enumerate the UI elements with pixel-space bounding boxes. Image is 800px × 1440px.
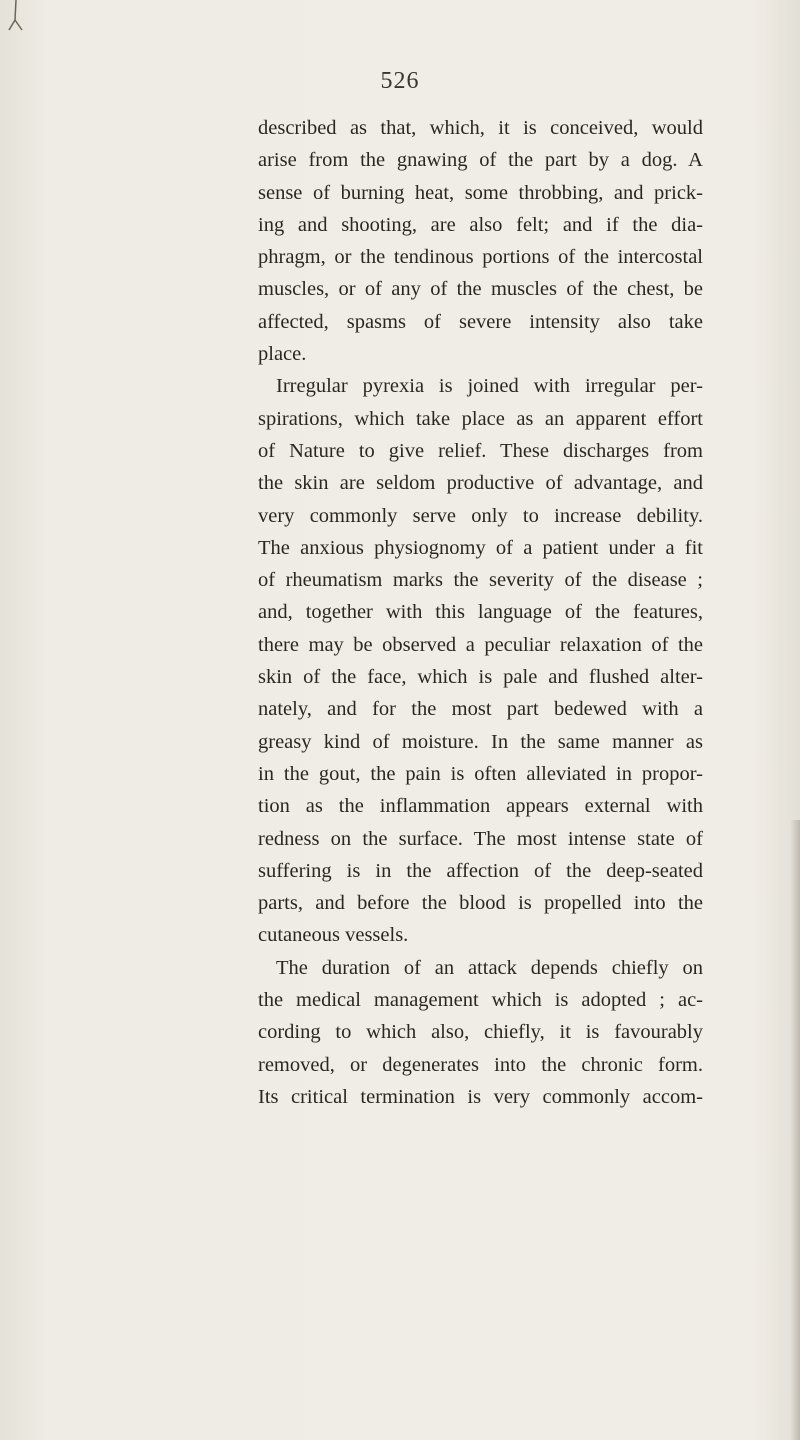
text-line: The duration of an attack depends chiefly on xyxy=(276,956,703,979)
text-line: tion as the inflammation appears external with xyxy=(258,795,703,818)
text-line: muscles, or of any of the muscles of the chest, be xyxy=(258,278,703,301)
text-line: Its critical termination is very commonly accom- xyxy=(258,1085,703,1108)
text-line: spirations, which take place as an apparent effort xyxy=(258,407,703,430)
text-line: and, together with this language of the features, xyxy=(258,601,703,624)
text-line: The anxious physiognomy of a patient under a fit xyxy=(258,536,703,559)
page-edge-shadow xyxy=(790,820,800,1440)
text-line: cording to which also, chiefly, it is favourably xyxy=(258,1021,703,1044)
text-line: phragm, or the tendinous portions of the intercostal xyxy=(258,246,703,269)
text-line: there may be observed a peculiar relaxation of the xyxy=(258,633,703,656)
text-line: parts, and before the blood is propelled into the xyxy=(258,892,703,915)
text-line: Irregular pyrexia is joined with irregular per- xyxy=(276,375,703,398)
margin-pencil-mark xyxy=(4,0,26,44)
text-line: the medical management which is adopted ; ac- xyxy=(258,989,703,1012)
text-line: suffering is in the affection of the deep-seated xyxy=(258,859,703,882)
text-line: very commonly serve only to increase debility. xyxy=(258,504,703,527)
text-line: of rheumatism marks the severity of the disease ; xyxy=(258,569,703,592)
text-line: described as that, which, it is conceived, would xyxy=(258,117,703,139)
text-line: place. xyxy=(258,343,307,366)
text-line: of Nature to give relief. These discharges from xyxy=(258,439,703,462)
body-text xyxy=(258,112,703,1113)
text-line: redness on the surface. The most intense state of xyxy=(258,827,703,850)
text-line: sense of burning heat, some throbbing, and prick- xyxy=(258,181,703,204)
text-line: in the gout, the pain is often alleviated in propor- xyxy=(258,762,703,785)
text-line: removed, or degenerates into the chronic form. xyxy=(258,1053,703,1076)
text-line: the skin are seldom productive of advantage, and xyxy=(258,472,703,495)
text-line: nately, and for the most part bedewed with a xyxy=(258,698,703,721)
text-line: greasy kind of moisture. In the same manner as xyxy=(258,730,703,753)
text-line: affected, spasms of severe intensity also take xyxy=(258,310,703,333)
text-line: cutaneous vessels. xyxy=(258,924,409,947)
text-line: skin of the face, which is pale and flushed alter- xyxy=(258,666,703,689)
text-line: ing and shooting, are also felt; and if the dia- xyxy=(258,213,703,236)
page-number: 526 xyxy=(380,68,420,94)
text-line: arise from the gnawing of the part by a dog. A xyxy=(258,149,703,172)
